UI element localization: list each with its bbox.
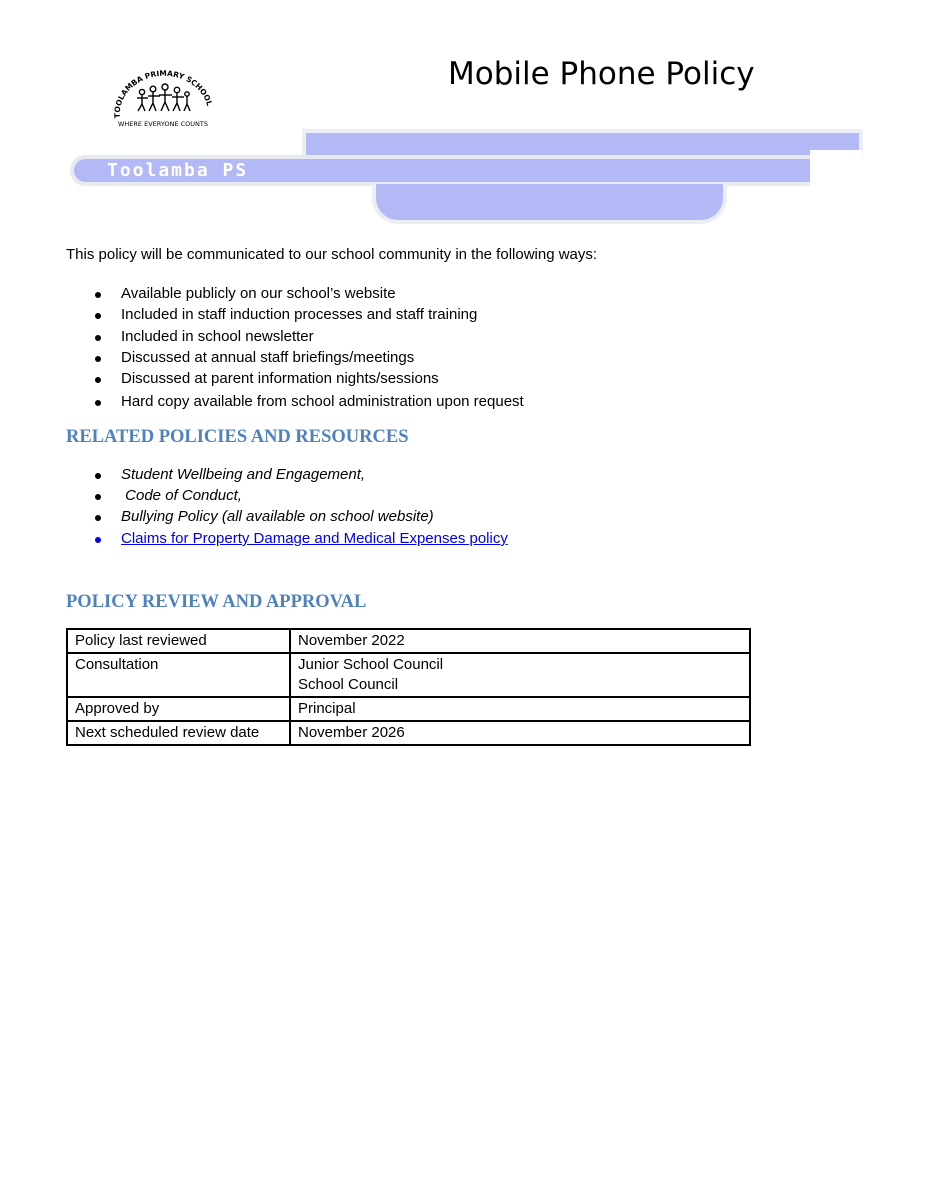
bullet-icon [95, 377, 101, 383]
list-item-text: Discussed at parent information nights/sessions [121, 370, 439, 387]
bullet-icon [95, 537, 101, 543]
list-item [121, 508, 434, 525]
review-heading: POLICY REVIEW AND APPROVAL [66, 592, 367, 612]
svg-text:TOOLAMBA PRIMARY SCHOOL [113, 70, 215, 118]
list-item-text: Hard copy available from school administration upon request [121, 393, 524, 410]
table-row [67, 721, 750, 745]
logo-arc-text: TOOLAMBA PRIMARY SCHOOL [112, 70, 215, 119]
list-item-text: Included in school newsletter [121, 328, 314, 345]
communication-intro: This policy will be communicated to our school community in the following ways: [66, 246, 598, 263]
school-name: Toolamba PS [107, 160, 249, 181]
logo-tagline: WHERE EVERYONE COUNTS [117, 120, 209, 128]
bullet-icon [95, 313, 101, 319]
bullet-icon [95, 400, 101, 406]
bullet-icon [95, 335, 101, 341]
list-item [121, 393, 524, 410]
school-logo [108, 70, 218, 130]
table-row [67, 629, 750, 653]
list-item [121, 530, 508, 547]
bullet-icon [95, 515, 101, 521]
banner-top-band [302, 129, 863, 157]
table-cell-value: November 2026 [290, 721, 750, 745]
list-item [121, 466, 365, 483]
list-item [121, 285, 396, 302]
banner-gap [810, 150, 862, 186]
bullet-icon [95, 473, 101, 479]
bullet-icon [95, 292, 101, 298]
table-cell-label: Approved by [67, 697, 290, 721]
list-item [121, 306, 477, 323]
table-cell-value: Principal [290, 697, 750, 721]
table-cell-line: School Council [298, 676, 399, 693]
related-item-text: Code of Conduct, [121, 487, 242, 504]
list-item-text: Discussed at annual staff briefings/meetings [121, 349, 415, 366]
table-cell-line: Junior School Council [298, 656, 444, 673]
page-title: Mobile Phone Policy [448, 56, 755, 92]
list-item-text: Available publicly on our school’s website [121, 285, 396, 302]
list-item [121, 349, 414, 366]
banner-bottom-tab [372, 184, 727, 224]
list-item [121, 328, 314, 345]
bullet-icon [95, 494, 101, 500]
related-item-text: Bullying Policy (all available on school website) [121, 508, 434, 525]
review-table [66, 628, 751, 746]
table-cell-label: Policy last reviewed [67, 629, 290, 653]
related-heading: RELATED POLICIES AND RESOURCES [66, 427, 409, 447]
table-cell-label: Consultation [67, 653, 290, 697]
table-row [67, 653, 750, 697]
list-item [121, 487, 242, 504]
list-item [121, 370, 439, 387]
table-cell-value: November 2022 [290, 629, 750, 653]
bullet-icon [95, 356, 101, 362]
list-item-text: Included in staff induction processes and staff training [121, 306, 478, 323]
table-cell-value [290, 653, 750, 697]
table-row [67, 697, 750, 721]
table-cell-label: Next scheduled review date [67, 721, 290, 745]
claims-policy-link[interactable]: Claims for Property Damage and Medical Expenses policy [121, 530, 508, 547]
related-item-text: Student Wellbeing and Engagement, [121, 466, 366, 483]
